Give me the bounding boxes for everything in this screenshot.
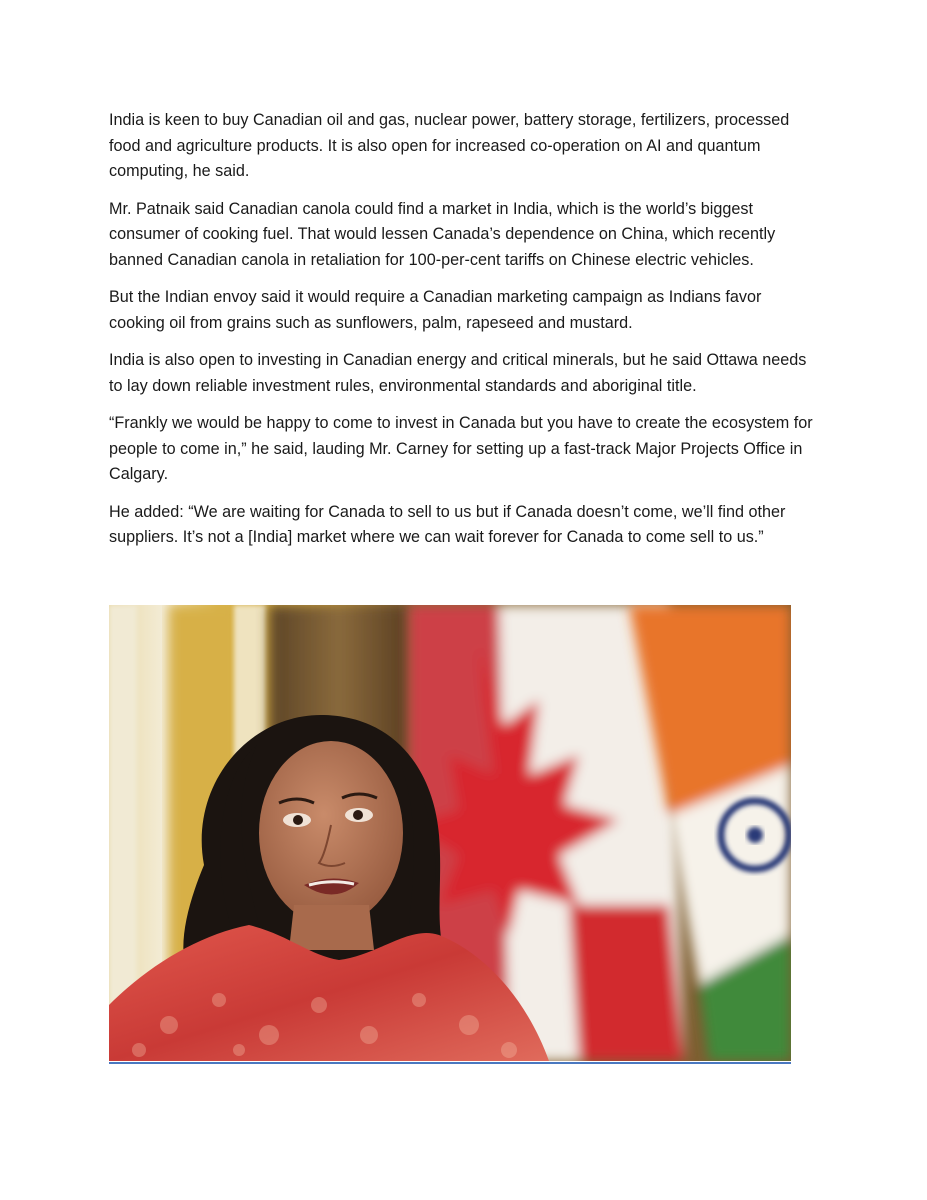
article-paragraph-6: He added: “We are waiting for Canada to sell to us but if Canada doesn’t come, we’ll find other suppliers. It’s not a [India] market where we can wait forever for Canada to come sell to us.” <box>109 502 786 547</box>
article-body <box>109 108 819 563</box>
article-paragraph-2: Mr. Patnaik said Canadian canola could find a market in India, which is the world’s biggest consumer of cooking fuel. That would lessen Canada’s dependence on China, which recently banned Canadian canola in retaliation for 100-per-cent tariffs on Chinese electric vehicles. <box>109 199 776 270</box>
article-paragraph-3: But the Indian envoy said it would require a Canadian marketing campaign as Indians favor cooking oil from grains such as sunflowers, palm, rapeseed and mustard. <box>109 288 762 332</box>
photo-underline-rule <box>109 1062 791 1064</box>
photo-illustration <box>109 605 791 1061</box>
article-photo <box>109 605 791 1061</box>
article-paragraph-5: “Frankly we would be happy to come to invest in Canada but you have to create the ecosystem for people to come in,” he said, lauding Mr. Carney for setting up a fast-track Major Projects Office in Calgary. <box>109 414 813 484</box>
article-paragraph-1: India is keen to buy Canadian oil and gas, nuclear power, battery storage, fertilizers, processed food and agriculture products. It is also open for increased co-operation on AI and quantum computing, he said. <box>109 111 790 181</box>
article-paragraph-4: India is also open to investing in Canadian energy and critical minerals, but he said Ottawa needs to lay down reliable investment rules, environmental standards and aboriginal title. <box>109 351 807 395</box>
